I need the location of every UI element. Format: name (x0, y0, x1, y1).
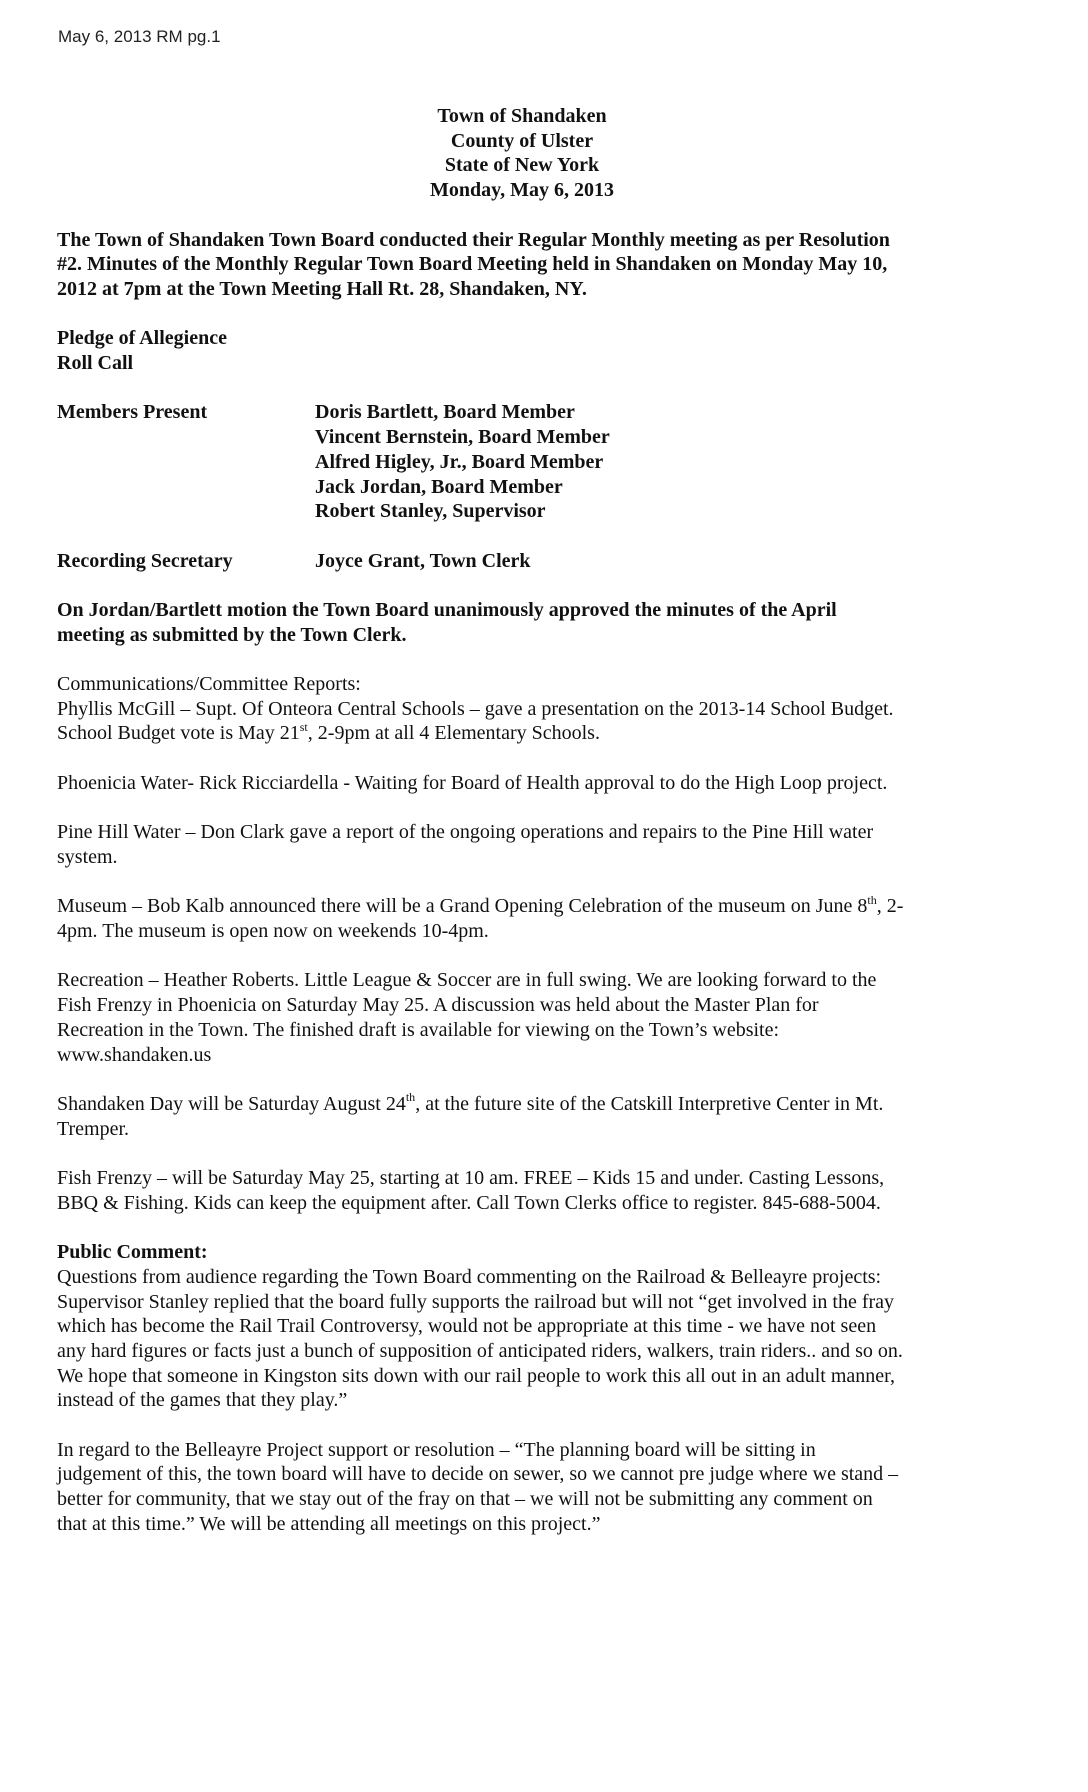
page-header: May 6, 2013 RM pg.1 (58, 27, 221, 46)
roll-call: Roll Call (57, 352, 134, 374)
document-body (57, 104, 987, 1537)
member: Jack Jordan, Board Member (315, 475, 563, 498)
motion-paragraph: On Jordan/Bartlett motion the Town Board unanimously approved the minutes of the April meeting as submitted by the Town Clerk. (57, 598, 837, 646)
public-comment: Questions from audience regarding the Town Board commenting on the Railroad & Belleayre projects: Supervisor Stanley replied that the board fully supports the railroad but will not “get involved in the fray which has become the Rail Trail Controversy, would not be appropriate at this time - we have not seen any hard figures or facts just a bunch of supposition of anticipated riders, walkers, train riders.. and so on. We hope that someone in Kingston sits down with our rail people to work this all out in an adult manner, instead of the games that they play.” (57, 1265, 903, 1412)
museum: Museum – Bob Kalb announced there will be a Grand Opening Celebration of the museum on June 8th, 2- 4pm. The museum is open now on weekends 10-4pm. (57, 892, 904, 943)
members-present (57, 400, 987, 524)
members-label: Members Present (57, 401, 208, 424)
communications-heading: Communications/Committee Reports: (57, 673, 361, 696)
pledge: Pledge of Allegience (57, 327, 227, 350)
phoenicia-water: Phoenicia Water- Rick Ricciardella - Waiting for Board of Health approval to do the High Loop project. (57, 771, 888, 794)
title-line: County of Ulster (450, 129, 594, 152)
intro-paragraph: The Town of Shandaken Town Board conducted their Regular Monthly meeting as per Resolution #2. Minutes of the Monthly Regular Town Board Meeting held in Shandaken on Monday May 10, 2012 at 7pm at the Town Meeting Hall Rt. 28, Shandaken, NY. (57, 228, 890, 300)
pine-hill-water: Pine Hill Water – Don Clark gave a report of the ongoing operations and repairs to the Pine Hill water system. (57, 821, 874, 868)
recording-secretary (57, 549, 987, 574)
belleayre-paragraph: In regard to the Belleayre Project support or resolution – “The planning board will be sitting in judgement of this, the town board will have to decide on sewer, so we cannot pre judge where we stand – better for community, that we stay out of the fray on that – we will not be submitting any comment on that at this time.” We will be attending all meetings on this project.” (57, 1438, 899, 1535)
public-comment-heading: Public Comment: (57, 1241, 208, 1264)
members-list (315, 400, 610, 524)
member: Doris Bartlett, Board Member (315, 401, 575, 424)
title-block (57, 104, 987, 203)
secretary-label: Recording Secretary (57, 549, 233, 572)
title-line: Town of Shandaken (437, 105, 607, 127)
member: Alfred Higley, Jr., Board Member (315, 450, 604, 473)
title-line: Monday, May 6, 2013 (430, 179, 614, 202)
secretary-name: Joyce Grant, Town Clerk (315, 549, 531, 572)
shandaken-day: Shandaken Day will be Saturday August 24th, at the future site of the Catskill Interpretive Center in Mt. Tremper. (57, 1090, 884, 1140)
member: Robert Stanley, Supervisor (315, 500, 546, 523)
mcgill-line: Phyllis McGill – Supt. Of Onteora Central Schools – gave a presentation on the 2013-14 School Budget. (57, 697, 894, 720)
fish-frenzy: Fish Frenzy – will be Saturday May 25, starting at 10 am. FREE – Kids 15 and under. Casting Lessons, BBQ & Fishing. Kids can keep the equipment after. Call Town Clerks office to register. 845-688-5004. (57, 1167, 885, 1214)
mcgill-line-2: School Budget vote is May 21st, 2-9pm at all 4 Elementary Schools. (57, 719, 600, 745)
member: Vincent Bernstein, Board Member (315, 426, 610, 449)
title-line: State of New York (444, 154, 600, 177)
recreation: Recreation – Heather Roberts. Little League & Soccer are in full swing. We are looking forward to the Fish Frenzy in Phoenicia on Saturday May 25. A discussion was held about the Master Plan for Recreation in the Town. The finished draft is available for viewing on the Town’s website: www.shandaken.us (57, 969, 877, 1066)
